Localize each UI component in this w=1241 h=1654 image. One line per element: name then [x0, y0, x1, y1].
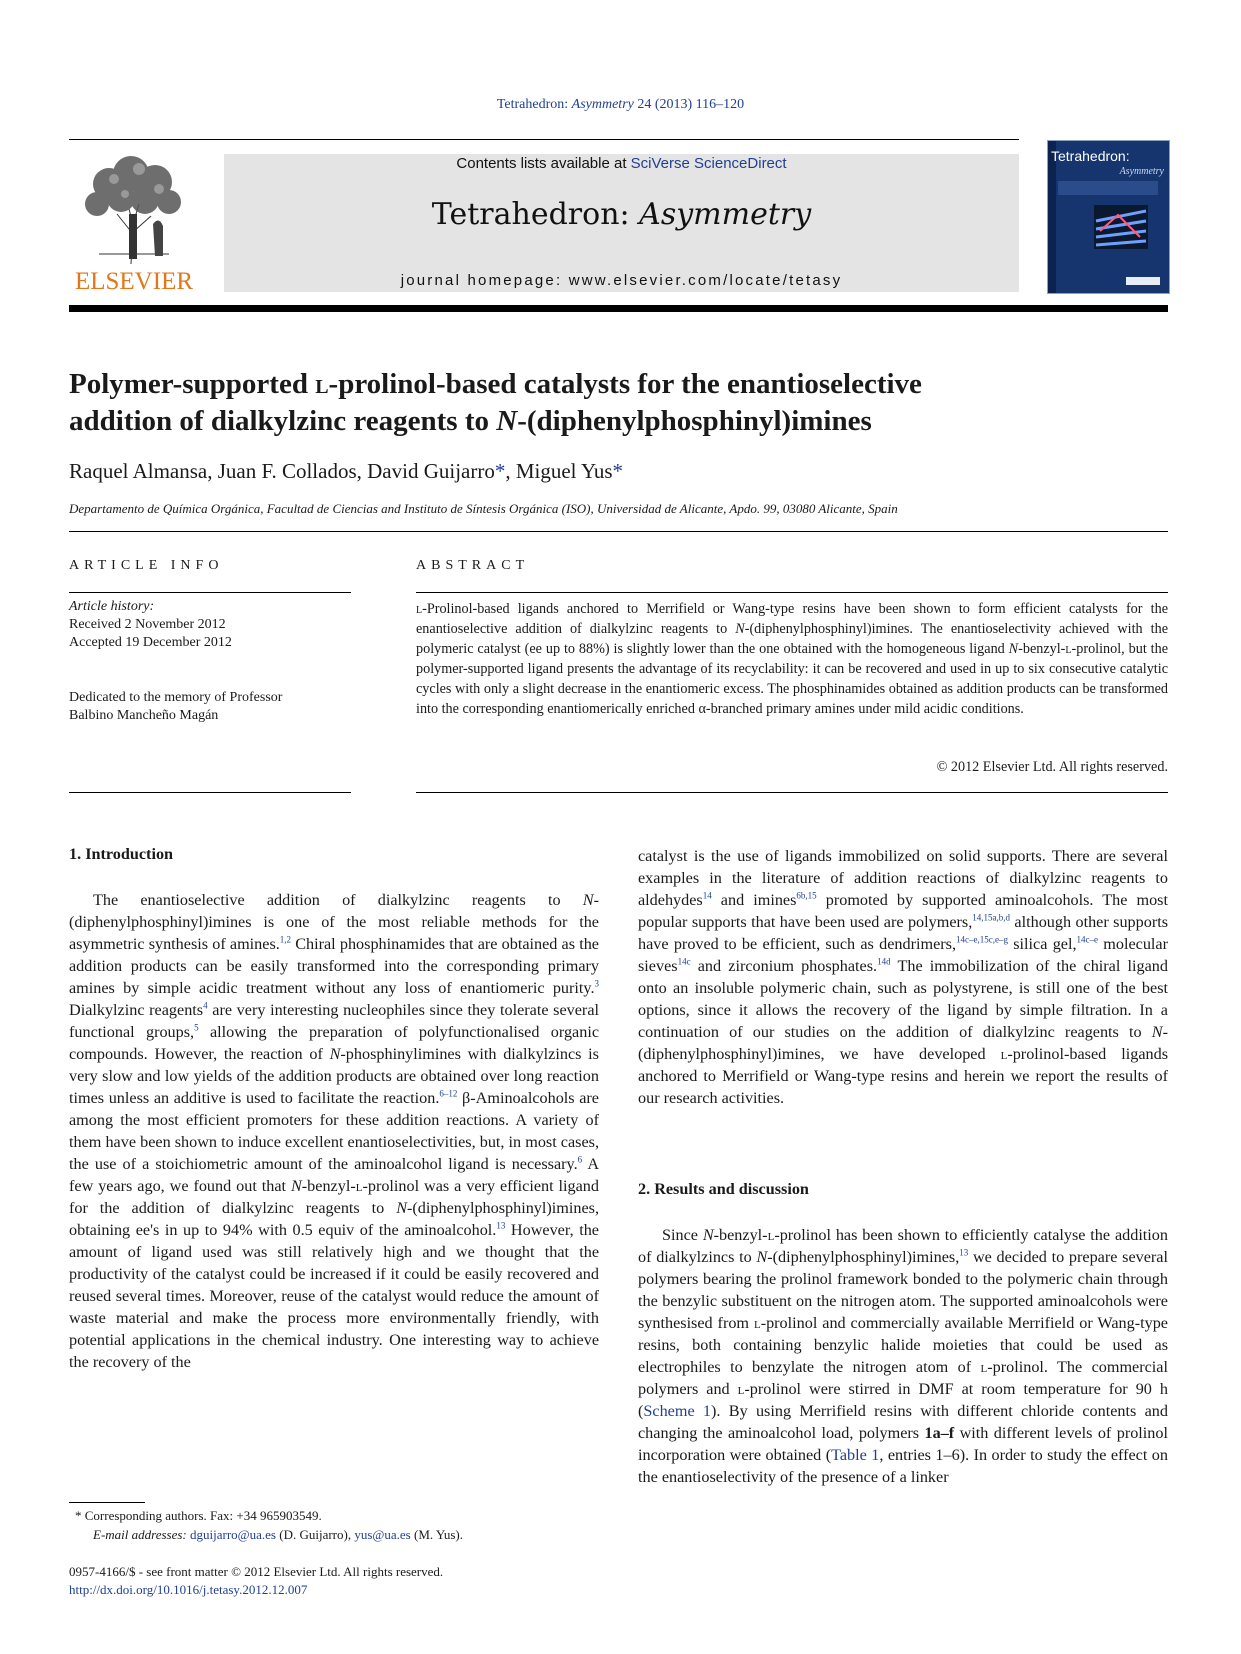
elsevier-logo: ELSEVIER — [74, 268, 194, 295]
reference-link[interactable]: 5 — [194, 1022, 199, 1033]
sciencedirect-link[interactable]: SciVerse ScienceDirect — [630, 155, 787, 172]
article-info-heading: ARTICLE INFO — [69, 558, 224, 573]
results-paragraph: Since N-benzyl-l-prolinol has been shown to efficiently catalyse the addition of dialkylzincs to N-(diphenylphosphinyl)imines,$^{13}$ we decided to prepare several polymers bearing the prolinol framework bonded to the polymeric chain through the benzylic substituent on the nitrogen atom. The supported aminoalcohols were synthesised from l-prolinol and commercially available Merrifield or Wang-type resins, both containing benzylic halide moieties that could be used as electrophiles to benzylate the nitrogen atom of l-prolinol. The commercial polymers and l-prolinol were stirred in DMF at room temperature for 90 h (Scheme 1). By using Merrifield resins with different chloride contents and changing the aminoalcohol load, polymers 1a–f with different levels of prolinol incorporation were obtained (Table 1, entries 1–6). In order to study the effect on the enantioselectivity of the presence of a linker — [638, 1226, 1168, 1486]
reference-link[interactable]: 13 — [959, 1247, 969, 1258]
journal-citation[interactable]: Tetrahedron: Asymmetry 24 (2013) 116–120 — [496, 97, 745, 112]
section-heading-results: 2. Results and discussion — [638, 1180, 809, 1198]
email-link-guijarro[interactable]: dguijarro@ua.es — [190, 1527, 276, 1542]
abstract-copyright: © 2012 Elsevier Ltd. All rights reserved. — [936, 759, 1168, 775]
article-info-divider — [69, 592, 351, 593]
abstract-divider — [416, 592, 1168, 593]
abstract-text: l-Prolinol-based ligands anchored to Merrifield or Wang-type resins have been shown to form efficient catalysts for the enantioselective addition of dialkylzinc reagents to N-(diphenylphosphinyl)imines. The enantioselectivity achieved with the polymeric catalyst (ee up to 88%) is slightly lower than the one obtained with the homogeneous ligand N-benzyl-l-prolinol, but the polymer-supported ligand presents the advantage of its recyclability: it can be recovered and used in up to six consecutive catalytic cycles with only a slight decrease in the enantiomeric excess. The phosphinamides obtained as addition products can be transformed into the corresponding enantiomerically enriched α-branched primary amines under mild acidic conditions. — [416, 601, 1168, 717]
article-history: Article history: Received 2 November 2012 Accepted 19 December 2012 — [69, 599, 232, 650]
reference-link[interactable]: 14d — [877, 956, 891, 967]
reference-link[interactable]: 6 — [577, 1154, 583, 1165]
email-link-yus[interactable]: yus@ua.es — [354, 1527, 411, 1542]
introduction-continuation: catalyst is the use of ligands immobilized on solid supports. There are several examples in the literature of addition reactions of dialkylzinc reagents to aldehydes$^{14}$ and imines$^{6b,15}$ promoted by supported aminoalcohols. The most popular supports that have been used are polymers,$^{14,15a,b,d}$ although other supports have proved to be efficient, such as dendrimers,$^{14c-e,15c,e-g}$ silica gel,$^{14c-e}$ molecular sieves$^{14c}$ and zirconium phosphates.$^{14d}$ The immobilization of the chiral ligand onto an insoluble polymeric chain, such as polystyrene, is still one of the best options, since it allows the recovery of the ligand by simple filtration. In a continuation of our studies on the addition of dialkylzinc reagents to N-(diphenylphosphinyl)imines, we have developed l-prolinol-based ligands anchored to Merrifield or Wang-type resins and herein we report the results of our research activities. — [638, 847, 1169, 1107]
reference-link[interactable]: 14,15a,b,d — [972, 912, 1011, 923]
article-title: Polymer-supported l-prolinol-based catalysts for the enantioselective addition of dialkylzinc reagents to N-(diphenylphosphinyl)imines — [69, 368, 922, 437]
reference-link[interactable]: 1,2 — [279, 934, 292, 945]
header-divider — [69, 139, 1019, 140]
reference-link[interactable]: 3 — [594, 978, 599, 989]
reference-link[interactable]: 14c–e,15c,e–g — [956, 934, 1008, 945]
cover-title: Tetrahedron: — [1051, 148, 1130, 164]
article-info-bottom-divider — [69, 792, 351, 793]
reference-link[interactable]: 14c — [677, 956, 691, 967]
header-thick-divider — [69, 305, 1168, 312]
table-1-link[interactable]: Table 1 — [831, 1446, 880, 1464]
reference-link[interactable]: 6b,15 — [796, 890, 817, 901]
introduction-paragraph: The enantioselective addition of dialkylzinc reagents to N-(diphenylphosphinyl)imines is one of the most reliable methods for the asymmetric synthesis of amines.$^{1,2}$ Chiral phosphinamides that are obtained as the addition products can be easily transformed into the corresponding primary amines by simple acidic treatment without any loss of enantiomeric purity.$^3$ Dialkylzinc reagents$^4$ are very interesting nucleophiles since they tolerate several functional groups,$^5$ allowing the preparation of polyfunctionalised organic compounds. However, the reaction of N-phosphinylimines with dialkylzincs is very slow and low yields of the addition products are obtained over long reaction times unless an additive is used to facilitate the reaction.$^{6-12}$ β-Aminoalcohols are among the most efficient promoters for these addition reactions. A variety of them have been shown to induce excellent enantioselectivities, but, in most cases, the use of a stoichiometric amount of the aminoalcohol ligand is necessary.$^6$ A few years ago, we found out that N-benzyl-l-prolinol was a very efficient ligand for the addition of dialkylzinc reagents to N-(diphenylphosphinyl)imines, obtaining ee's in up to 94% with 0.5 equiv of the aminoalcohol.$^{13}$ However, the amount of ligand used was still relatively high and we thought that the productivity of the catalyst could be increased if it could be easily recovered and reused several times. Moreover, reuse of the catalyst would reduce the amount of waste material and make the process more environmentally friendly, with potential applications in the chemical industry. One interesting way to achieve the recovery of the — [69, 891, 600, 1371]
contents-availability: Contents lists available at SciVerse ScienceDirect — [456, 155, 787, 172]
affiliation: Departamento de Química Orgánica, Facultad de Ciencias and Instituto de Síntesis Orgánica (ISO), Universidad de Alicante, Apdo. 99, 03080 Alicante, Spain — [69, 501, 898, 516]
cover-subtitle: Asymmetry — [1119, 166, 1164, 177]
reference-link[interactable]: 6–12 — [439, 1088, 458, 1099]
corresponding-author-mark[interactable]: * — [612, 459, 624, 483]
abstract-bottom-divider — [416, 792, 1168, 793]
journal-homepage-link[interactable]: journal homepage: www.elsevier.com/locate/tetasy — [400, 272, 843, 289]
email-footnote: E-mail addresses: dguijarro@ua.es (D. Guijarro), yus@ua.es (M. Yus). — [93, 1527, 463, 1542]
reference-link[interactable]: 14 — [702, 890, 712, 901]
issn-line: 0957-4166/$ - see front matter © 2012 Elsevier Ltd. All rights reserved. — [69, 1564, 444, 1579]
dedication: Dedicated to the memory of Professor Balbino Mancheño Magán — [69, 690, 283, 723]
reference-link[interactable]: 4 — [203, 1000, 208, 1011]
reference-link[interactable]: 13 — [496, 1220, 506, 1231]
corresponding-author-mark[interactable]: * — [494, 459, 506, 483]
abstract-heading: ABSTRACT — [416, 558, 530, 573]
footnote-divider — [69, 1502, 145, 1503]
scheme-1-link[interactable]: Scheme 1 — [643, 1402, 712, 1420]
author-list: Raquel Almansa, Juan F. Collados, David Guijarro*, Miguel Yus* — [69, 459, 624, 483]
reference-link[interactable]: 14c–e — [1076, 934, 1099, 945]
affiliation-divider — [69, 531, 1168, 532]
doi-link[interactable]: http://dx.doi.org/10.1016/j.tetasy.2012.12.007 — [69, 1582, 308, 1597]
section-heading-introduction: 1. Introduction — [69, 845, 174, 863]
journal-title: Tetrahedron: Asymmetry — [431, 197, 812, 232]
corresponding-author-footnote: * Corresponding authors. Fax: +34 965903549. — [75, 1508, 322, 1523]
